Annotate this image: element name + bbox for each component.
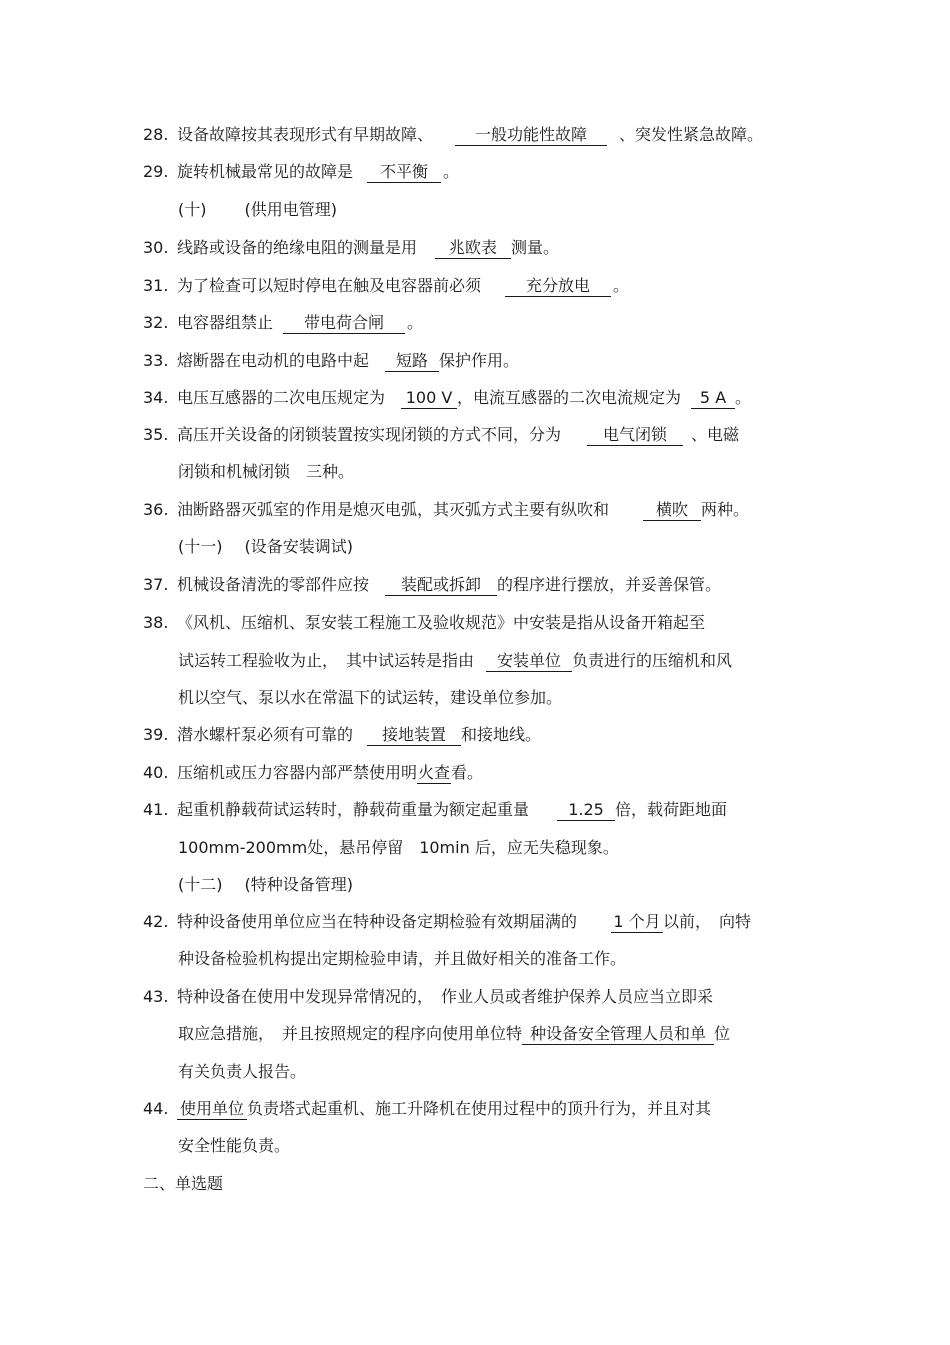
section-number: (十一): [178, 537, 223, 556]
question-35-continued: 闭锁和机械闭锁 三种。: [178, 462, 355, 481]
answer-blank: 充分放电: [505, 276, 611, 297]
section-number: (十): [178, 200, 207, 219]
question-text: 位: [714, 1024, 731, 1043]
question-text: 为了检查可以短时停电在触及电容器前必须: [177, 276, 482, 295]
question-text: 取应急措施， 并且按照规定的程序向使用单位特: [178, 1024, 523, 1043]
question-text: 。: [735, 388, 752, 407]
answer-blank: 种设备安全管理人员和单: [522, 1024, 714, 1045]
question-35: [143, 423, 739, 447]
question-44-continued: 安全性能负责。: [178, 1136, 291, 1155]
question-number: 35.: [143, 425, 169, 444]
answer-blank: 接地装置: [367, 725, 461, 746]
answer-blank: 5 A: [691, 388, 735, 409]
question-text: 以前， 向特: [663, 912, 752, 931]
question-text: 特种设备在使用中发现异常情况的， 作业人员或者维护保养人员应当立即采: [177, 987, 714, 1006]
question-text: 压缩机或压力容器内部严禁使用明: [177, 763, 418, 782]
question-38: [143, 611, 705, 635]
question-42: [143, 910, 751, 934]
question-text: 看。: [451, 763, 484, 782]
answer-blank: 火查: [418, 763, 451, 782]
answer-blank: 不平衡: [367, 162, 441, 183]
question-text: 负责塔式起重机、施工升降机在使用过程中的顶升行为，并且对其: [247, 1099, 712, 1118]
question-30: [143, 236, 559, 260]
question-41-continued: 100mm-200mm处，悬吊停留 10min 后，应无失稳现象。: [178, 838, 619, 857]
question-text: 、电磁: [691, 425, 740, 444]
question-41: [143, 798, 727, 822]
question-text: 负责进行的压缩机和风: [572, 651, 733, 670]
answer-blank: 电气闭锁: [587, 425, 683, 446]
question-32: [143, 311, 423, 335]
question-44: [143, 1097, 711, 1121]
question-40: [143, 761, 483, 785]
answer-blank: 1.25: [557, 800, 615, 821]
question-31: [143, 274, 629, 298]
question-43-continued: [178, 1022, 730, 1046]
question-text: 、突发性紧急故障。: [619, 125, 764, 144]
question-text: 潜水螺杆泵必须有可靠的: [177, 725, 354, 744]
question-number: 41.: [143, 800, 169, 819]
question-number: 32.: [143, 313, 169, 332]
question-text: 两种。: [701, 500, 750, 519]
question-text: 保护作用。: [439, 351, 520, 370]
answer-blank: 装配或拆卸: [385, 575, 497, 596]
section-title: (供用电管理): [244, 200, 337, 219]
question-text: 倍，载荷距地面: [615, 800, 728, 819]
question-34: [143, 386, 751, 410]
answer-blank: 带电荷合闸: [283, 313, 405, 334]
part-heading-single-choice: 二、单选题: [143, 1174, 224, 1193]
question-text: ，电流互感器的二次电流规定为: [457, 388, 682, 407]
question-text: 油断路器灭弧室的作用是熄灭电弧，其灭弧方式主要有纵吹和: [177, 500, 610, 519]
question-29: [143, 160, 459, 184]
answer-blank: 使用单位: [177, 1099, 247, 1120]
question-text: 旋转机械最常见的故障是: [177, 162, 354, 181]
section-number: (十二): [178, 875, 223, 894]
answer-blank: 安装单位: [486, 651, 572, 672]
question-number: 43.: [143, 987, 169, 1006]
question-number: 44.: [143, 1099, 169, 1118]
question-text: 熔断器在电动机的电路中起: [177, 351, 370, 370]
question-text: 线路或设备的绝缘电阻的测量是用: [177, 238, 418, 257]
question-number: 28.: [143, 125, 169, 144]
question-36: [143, 498, 749, 522]
question-number: 30.: [143, 238, 169, 257]
question-text: 设备故障按其表现形式有早期故障、: [177, 125, 434, 144]
question-text: 特种设备使用单位应当在特种设备定期检验有效期届满的: [177, 912, 578, 931]
question-text: 电压互感器的二次电压规定为: [177, 388, 386, 407]
section-heading-12: [178, 873, 353, 897]
question-number: 40.: [143, 763, 169, 782]
answer-blank: 短路: [385, 351, 439, 372]
section-title: (特种设备管理): [244, 875, 353, 894]
question-text: 。: [443, 162, 460, 181]
question-38-continued: 机以空气、泵以水在常温下的试运转，建设单位参加。: [178, 688, 563, 707]
question-text: 。: [407, 313, 424, 332]
question-number: 36.: [143, 500, 169, 519]
question-number: 33.: [143, 351, 169, 370]
question-text: 《风机、压缩机、泵安装工程施工及验收规范》中安装是指从设备开箱起至: [177, 613, 706, 632]
answer-blank: 一般功能性故障: [455, 125, 607, 146]
question-text: 的程序进行摆放，并妥善保管。: [497, 575, 722, 594]
answer-blank: 1 个月: [611, 912, 663, 933]
question-text: 电容器组禁止: [177, 313, 274, 332]
question-text: 试运转工程验收为止， 其中试运转是指由: [178, 651, 475, 670]
question-37: [143, 573, 721, 597]
question-number: 37.: [143, 575, 169, 594]
answer-blank: 100 V: [401, 388, 457, 409]
question-text: 起重机静载荷试运转时，静载荷重量为额定起重量: [177, 800, 530, 819]
question-text: 测量。: [511, 238, 560, 257]
question-38-continued: [178, 649, 732, 673]
section-title: (设备安装调试): [244, 537, 353, 556]
question-39: [143, 723, 541, 747]
question-number: 42.: [143, 912, 169, 931]
question-42-continued: 种设备检验机构提出定期检验申请，并且做好相关的准备工作。: [178, 949, 627, 968]
question-number: 39.: [143, 725, 169, 744]
answer-blank: 横吹: [643, 500, 701, 521]
question-text: 和接地线。: [461, 725, 542, 744]
question-number: 31.: [143, 276, 169, 295]
question-number: 34.: [143, 388, 169, 407]
answer-blank: 兆欧表: [435, 238, 511, 259]
section-heading-11: [178, 535, 353, 559]
question-33: [143, 349, 519, 373]
question-text: 。: [613, 276, 630, 295]
question-43-continued: 有关负责人报告。: [178, 1062, 307, 1081]
question-43: [143, 985, 713, 1009]
question-number: 38.: [143, 613, 169, 632]
question-text: 机械设备清洗的零部件应按: [177, 575, 370, 594]
question-number: 29.: [143, 162, 169, 181]
section-heading-10: [178, 198, 337, 222]
question-28: [143, 123, 763, 147]
question-text: 高压开关设备的闭锁装置按实现闭锁的方式不同，分为: [177, 425, 562, 444]
